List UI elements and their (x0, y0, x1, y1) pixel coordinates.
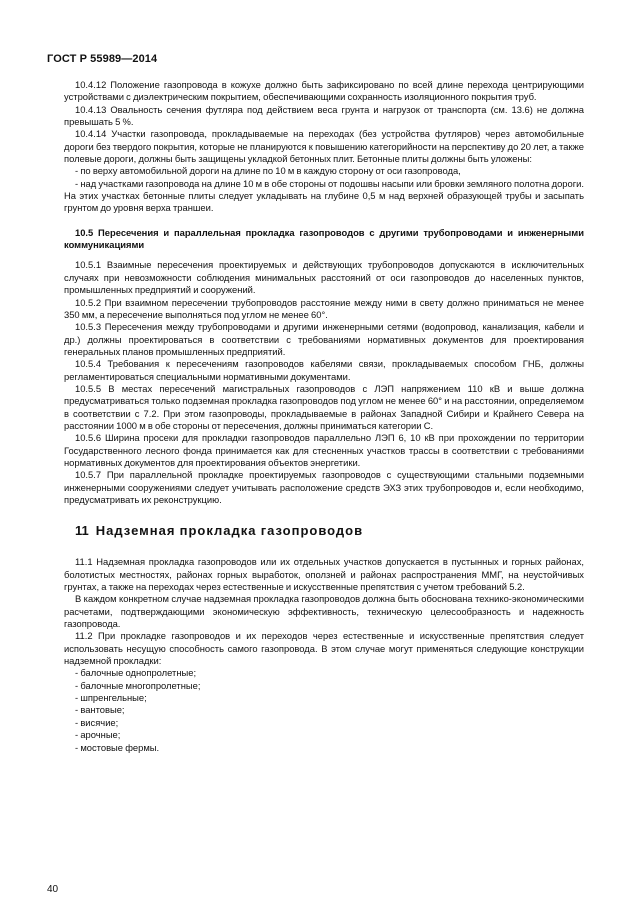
paragraph: 10.5.6 Ширина просеки для прокладки газопроводов параллельно ЛЭП 6, 10 кВ при прохождении по территории Государственного лесного фонда принимается как для стесненных участков трассы в соответствии с требованиями нормативных документов для проектирования объектов энергетики. (64, 432, 584, 468)
list-item: - висячие; (75, 716, 119, 728)
list-item: - арочные; (75, 729, 121, 741)
list-item: - балочные однопролетные; (75, 667, 197, 679)
paragraph: 10.5.5 В местах пересечений магистральных газопроводов с ЛЭП напряжением 110 кВ и выше должна предусматриваться только подземная прокладка газопроводов под углом не менее 60° и на расстоянии, определяемом в соответствии с 7.2. При этом газопроводы, прокладываемые в районах Западной Сибири и Крайнего Севера на расстоянии 1000 м в обе стороны от пересечения, должны приниматься категории С. (64, 382, 584, 431)
document-header: ГОСТ Р 55989—2014 (47, 53, 158, 65)
page-content (64, 79, 584, 754)
paragraph: 10.4.14 Участки газопровода, прокладываемые на переходах (без устройства футляров) через автомобильные дороги без твердого покрытия, которые не планируются к повышению категорийности на перспективу до 20 лет, а также полевые дороги, должны быть защищены укладкой бетонных плит. Бетонные плиты должны быть уложены: (64, 128, 584, 165)
paragraph: - по верху автомобильной дороги на длине по 10 м в каждую сторону от оси газопровода, (75, 165, 461, 177)
paragraph: 10.5.4 Требования к пересечениям газопроводов кабелями связи, прокладываемых способом ГНБ, должны регламентироваться специальными нормативными документами. (64, 358, 584, 382)
paragraph: 10.4.12 Положение газопровода в кожухе должно быть зафиксировано по всей длине перехода центрирующими устройствами с диэлектрическим покрытием, обеспечивающими сохранность изоляционного покрытия труб. (64, 79, 584, 103)
list-item: - шпренгельные; (75, 692, 147, 704)
paragraph: 10.5.2 При взаимном пересечении трубопроводов расстояние между ними в свету должно приниматься не менее 350 мм, а пересечение выполняться под углом не менее 60°. (64, 296, 584, 320)
paragraph: - над участками газопровода на длине 10 м в обе стороны от подошвы насыпи или бровки земляного полотна дороги. На этих участках бетонные плиты следует укладывать на глубине 0,5 м над верхней образующей трубы и засыпать грунтом до уровня верха траншеи. (64, 177, 584, 214)
paragraph: 11.1 Надземная прокладка газопроводов или их отдельных участков допускается в пустынных и горных районах, болотистых местностях, районах горных выработок, оползней и районах распространения ММГ, на неустойчивых грунтах, а также на переходах через естественные и искусственные препятствия с учетом требований 5.2. (64, 556, 584, 593)
section-number: 11 (75, 523, 89, 539)
paragraph: 10.5.7 При параллельной прокладке проектируемых газопроводов с существующими стальными подземными инженерными сооружениями следует учитывать расположение средств ЭХЗ этих трубопроводов и, если необходимо, предусматривать их реконструкцию. (64, 469, 584, 505)
list-item: - вантовые; (75, 704, 125, 716)
paragraph: В каждом конкретном случае надземная прокладка газопроводов должна быть обоснована технико-экономическими расчетами, подтверждающими экономическую эффективность, техническую целесообразность и надежность газопровода. (64, 593, 584, 630)
list-item: - мостовые фермы. (75, 741, 160, 753)
paragraph: 11.2 При прокладке газопроводов и их переходов через естественные и искусственные препятствия следует использовать несущую способность самого газопровода. В этом случае могут применяться следующие конструкции надземной прокладки: (64, 630, 584, 667)
section-title: Надземная прокладка газопроводов (95, 523, 364, 539)
paragraph: 10.4.13 Овальность сечения футляра под действием веса грунта и нагрузок от транспорта (см. 13.6) не должна превышать 5 %. (64, 103, 584, 128)
section-heading (64, 523, 584, 539)
page-number: 40 (47, 884, 59, 895)
paragraph: 10.5.1 Взаимные пересечения проектируемых и действующих трубопроводов допускаются в исключительных случаях при невозможности соблюдения минимальных расстояний от оси газопроводов до населенных пунктов, промышленных предприятий и сооружений. (64, 259, 584, 296)
paragraph: 10.5.3 Пересечения между трубопроводами и другими инженерными сетями (водопровод, канализация, кабели и др.) должны проектироваться в соответствии с требованиями нормативных документов для проектирования генеральных планов промышленных предприятий. (64, 321, 584, 357)
list-item: - балочные многопролетные; (75, 679, 201, 691)
subsection-heading: 10.5 Пересечения и параллельная прокладка газопроводов с другими трубопроводами и инженерными коммуникациями (64, 226, 584, 251)
